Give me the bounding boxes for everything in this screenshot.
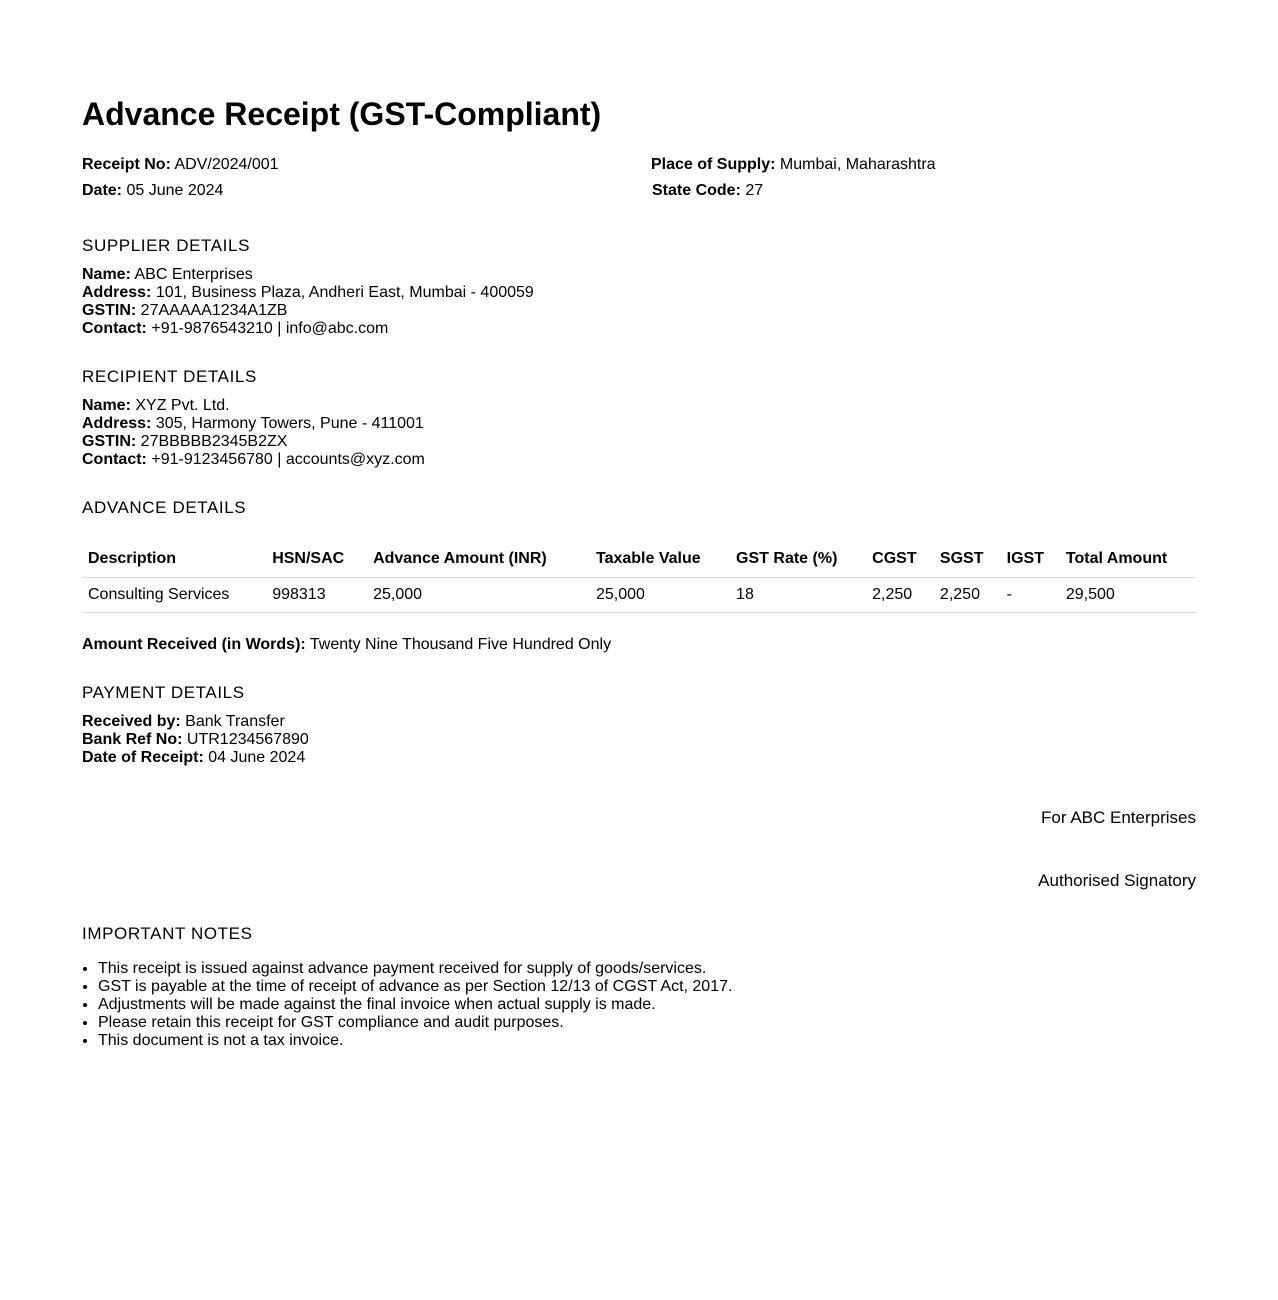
cell-taxable-value: 25,000 [590,578,730,613]
list-item: • This receipt is issued against advance payment received for supply of goods/services. [98,960,1098,978]
amount-in-words-label: Amount Received (in Words): [82,636,306,653]
amount-in-words [82,634,611,656]
col-cgst: CGST [866,540,934,578]
supplier-address-label: Address: [82,284,152,301]
recipient-contact [82,451,425,469]
list-item: • GST is payable at the time of receipt of advance as per Section 12/13 of CGST Act, 2017. [98,978,1098,996]
authorised-signatory: Authorised Signatory [1038,871,1196,890]
state-code-label: State Code: [652,182,741,199]
notes-list [82,960,1098,1050]
received-by-label: Received by: [82,713,181,730]
supplier-name-label: Name: [82,266,131,283]
supplier-contact [82,320,534,338]
col-sgst: SGST [934,540,1001,578]
recipient-contact-value: +91-9123456780 | accounts@xyz.com [151,451,425,468]
receipt-number-label: Receipt No: [82,156,171,173]
cell-igst: - [1001,578,1060,613]
recipient-name [82,397,425,415]
table-row [82,578,1196,613]
recipient-address-label: Address: [82,415,152,432]
list-item: • This document is not a tax invoice. [98,1032,1098,1050]
receipt-date [82,180,223,202]
recipient-heading: RECIPIENT DETAILS [82,367,257,386]
supplier-details [82,266,534,338]
date-of-receipt-label: Date of Receipt: [82,749,204,766]
recipient-name-label: Name: [82,397,131,414]
received-by-value: Bank Transfer [185,713,285,730]
col-igst: IGST [1001,540,1060,578]
signature-for-text: For ABC Enterprises [1041,808,1196,827]
col-taxable-value: Taxable Value [590,540,730,578]
notes-heading: IMPORTANT NOTES [82,924,253,943]
payment-bank-ref [82,731,309,749]
place-of-supply [651,154,936,176]
recipient-name-value: XYZ Pvt. Ltd. [135,397,230,414]
place-of-supply-label: Place of Supply: [651,156,776,173]
cell-advance-amount: 25,000 [367,578,590,613]
recipient-gstin [82,433,425,451]
supplier-contact-label: Contact: [82,320,147,337]
col-total-amount: Total Amount [1060,540,1196,578]
supplier-name [82,266,534,284]
supplier-gstin-value: 27AAAAA1234A1ZB [140,302,288,319]
state-code-value: 27 [745,182,764,199]
supplier-name-value: ABC Enterprises [134,266,253,283]
supplier-gstin-label: GSTIN: [82,302,137,319]
col-description: Description [82,540,266,578]
supplier-heading: SUPPLIER DETAILS [82,236,251,255]
col-gst-rate: GST Rate (%) [730,540,866,578]
payment-heading: PAYMENT DETAILS [82,683,245,702]
advance-heading: ADVANCE DETAILS [82,498,247,517]
advance-table-header [82,540,1196,578]
receipt-date-label: Date: [82,182,123,199]
recipient-contact-label: Contact: [82,451,147,468]
supplier-address-value: 101, Business Plaza, Andheri East, Mumbai - 400059 [155,284,534,301]
cell-total-amount: 29,500 [1060,578,1196,613]
receipt-number-value: ADV/2024/001 [174,156,279,173]
state-code [652,180,763,202]
place-of-supply-value: Mumbai, Maharashtra [779,156,936,173]
amount-in-words-value: Twenty Nine Thousand Five Hundred Only [309,636,612,653]
col-advance-amount: Advance Amount (INR) [367,540,590,578]
receipt-number [82,154,279,176]
col-hsn-sac: HSN/SAC [266,540,367,578]
date-of-receipt-value: 04 June 2024 [208,749,306,766]
recipient-gstin-label: GSTIN: [82,433,137,450]
recipient-address-value: 305, Harmony Towers, Pune - 411001 [155,415,424,432]
recipient-details [82,397,425,469]
payment-received-by [82,713,309,731]
recipient-gstin-value: 27BBBBB2345B2ZX [140,433,288,450]
cell-gst-rate: 18 [730,578,866,613]
page-title: Advance Receipt (GST-Compliant) [82,96,602,132]
supplier-address [82,284,534,302]
bank-ref-label: Bank Ref No: [82,731,183,748]
recipient-address [82,415,425,433]
payment-details [82,713,309,767]
supplier-contact-value: +91-9876543210 | info@abc.com [151,320,389,337]
supplier-gstin [82,302,534,320]
payment-date [82,749,309,767]
cell-sgst: 2,250 [934,578,1001,613]
list-item: • Please retain this receipt for GST compliance and audit purposes. [98,1014,1098,1032]
advance-table [82,540,1196,613]
cell-description: Consulting Services [82,578,266,613]
bank-ref-value: UTR1234567890 [186,731,309,748]
cell-hsn-sac: 998313 [266,578,367,613]
list-item: • Adjustments will be made against the final invoice when actual supply is made. [98,996,1098,1014]
cell-cgst: 2,250 [866,578,934,613]
receipt-date-value: 05 June 2024 [126,182,224,199]
